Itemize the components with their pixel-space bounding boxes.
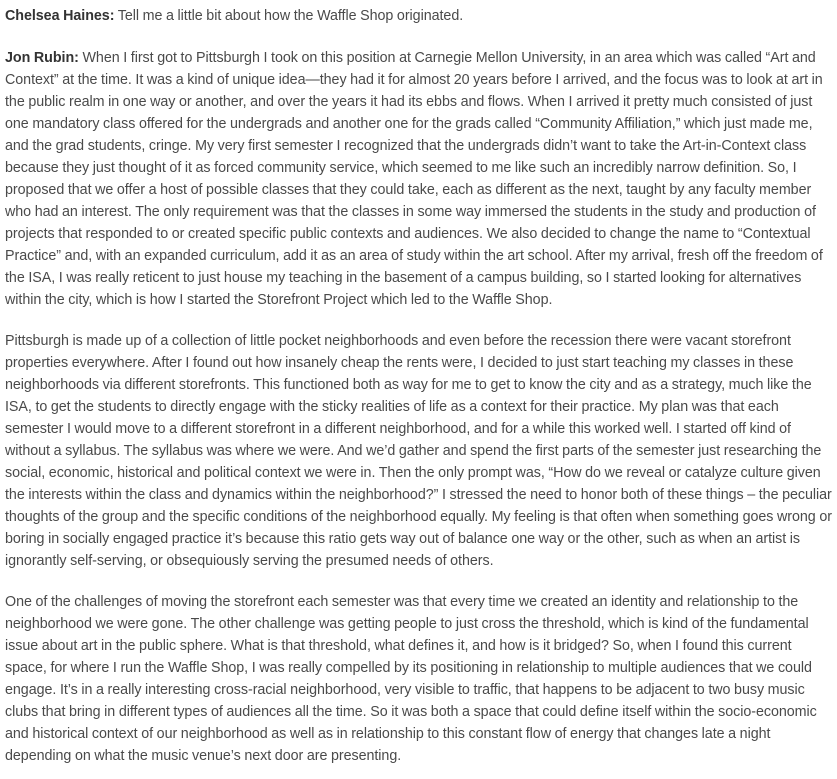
answer-paragraph-3: One of the challenges of moving the storefront each semester was that every time we created an identity and relationship to the neighborhood we were gone. The other challenge was getting people to just cross the threshold, which is kind of the fundamental issue about art in the public sphere. What is that threshold, what defines it, and how is it bridged? So, when I found this current space, for where I run the Waffle Shop, I was really compelled by its positioning in relationship to multiple audiences that we could engage. It’s in a really interesting cross-racial neighborhood, very visible to traffic, that happens to be adjacent to two busy music clubs that bring in different types of audiences all the time. So it was both a space that could define itself within the socio-economic and historical context of our neighborhood as well as in relationship to this constant flow of energy that changes late a night depending on what the music venue’s next door are presenting. — [5, 594, 817, 764]
answer-paragraph-1 — [5, 47, 833, 311]
answer-paragraph-2: Pittsburgh is made up of a collection of little pocket neighborhoods and even before the recession there were vacant storefront properties everywhere. After I found out how insanely cheap the rents were, I decided to just start teaching my classes in these neighborhoods via different storefronts. This functioned both as way for me to get to know the city and as a strategy, much like the ISA, to get the students to directly engage with the sticky realities of life as a context for their practice. My plan was that each semester I would move to a different storefront in a different neighborhood, and for a while this worked well. I started off kind of without a syllabus. The syllabus was where we were. And we’d gather and spend the first parts of the semester just researching the social, economic, historical and political context we were in. Then the only prompt was, “How do we reveal or catalyze culture given the interests within the class and dynamics within the neighborhood?” I stressed the need to honor both of these things – the peculiar thoughts of the group and the specific conditions of the neighborhood equally. My feeling is that often when something goes wrong or boring in socially engaged practice it’s because this ratio gets way out of balance one way or the other, such as when an artist is ignorantly self-serving, or obsequiously serving the presumed needs of others. — [5, 333, 832, 569]
question-text: Tell me a little bit about how the Waffle Shop originated. — [114, 8, 464, 24]
speaker-name-interviewee: Jon Rubin: — [5, 50, 79, 66]
answer-text-1: When I first got to Pittsburgh I took on this position at Carnegie Mellon University, in an area which was called “Art and Context” at the time. It was a kind of unique idea—they had it for almost 20 years before I arrived, and the focus was to look at art in the public realm in one way or another, and over the years it had its ebbs and flows. When I arrived it pretty much consisted of just one mandatory class offered for the undergrads and another one for the grads called “Community Affiliation,” which just made me, and the grad students, cringe. My very first semester I recognized that the undergrads didn’t want to take the Art-in-Context class because they just thought of it as forced community service, which seemed to me like such an incredibly narrow definition. So, I proposed that we offer a host of possible classes that they could take, each as different as the next, taught by any faculty member who had an interest. The only requirement was that the classes in some way immersed the students in the study and production of projects that responded to or created specific public contexts and audiences. We also decided to change the name to “Contextual Practice” and, with an expanded curriculum, add it as an area of study within the art school. After my arrival, fresh off the freedom of the ISA, I was really reticent to just house my teaching in the basement of a campus building, so I started looking for alternatives within the city, which is how I started the Storefront Project which led to the Waffle Shop. — [5, 50, 823, 308]
speaker-name-interviewer: Chelsea Haines: — [5, 8, 115, 24]
question-paragraph — [5, 5, 833, 27]
